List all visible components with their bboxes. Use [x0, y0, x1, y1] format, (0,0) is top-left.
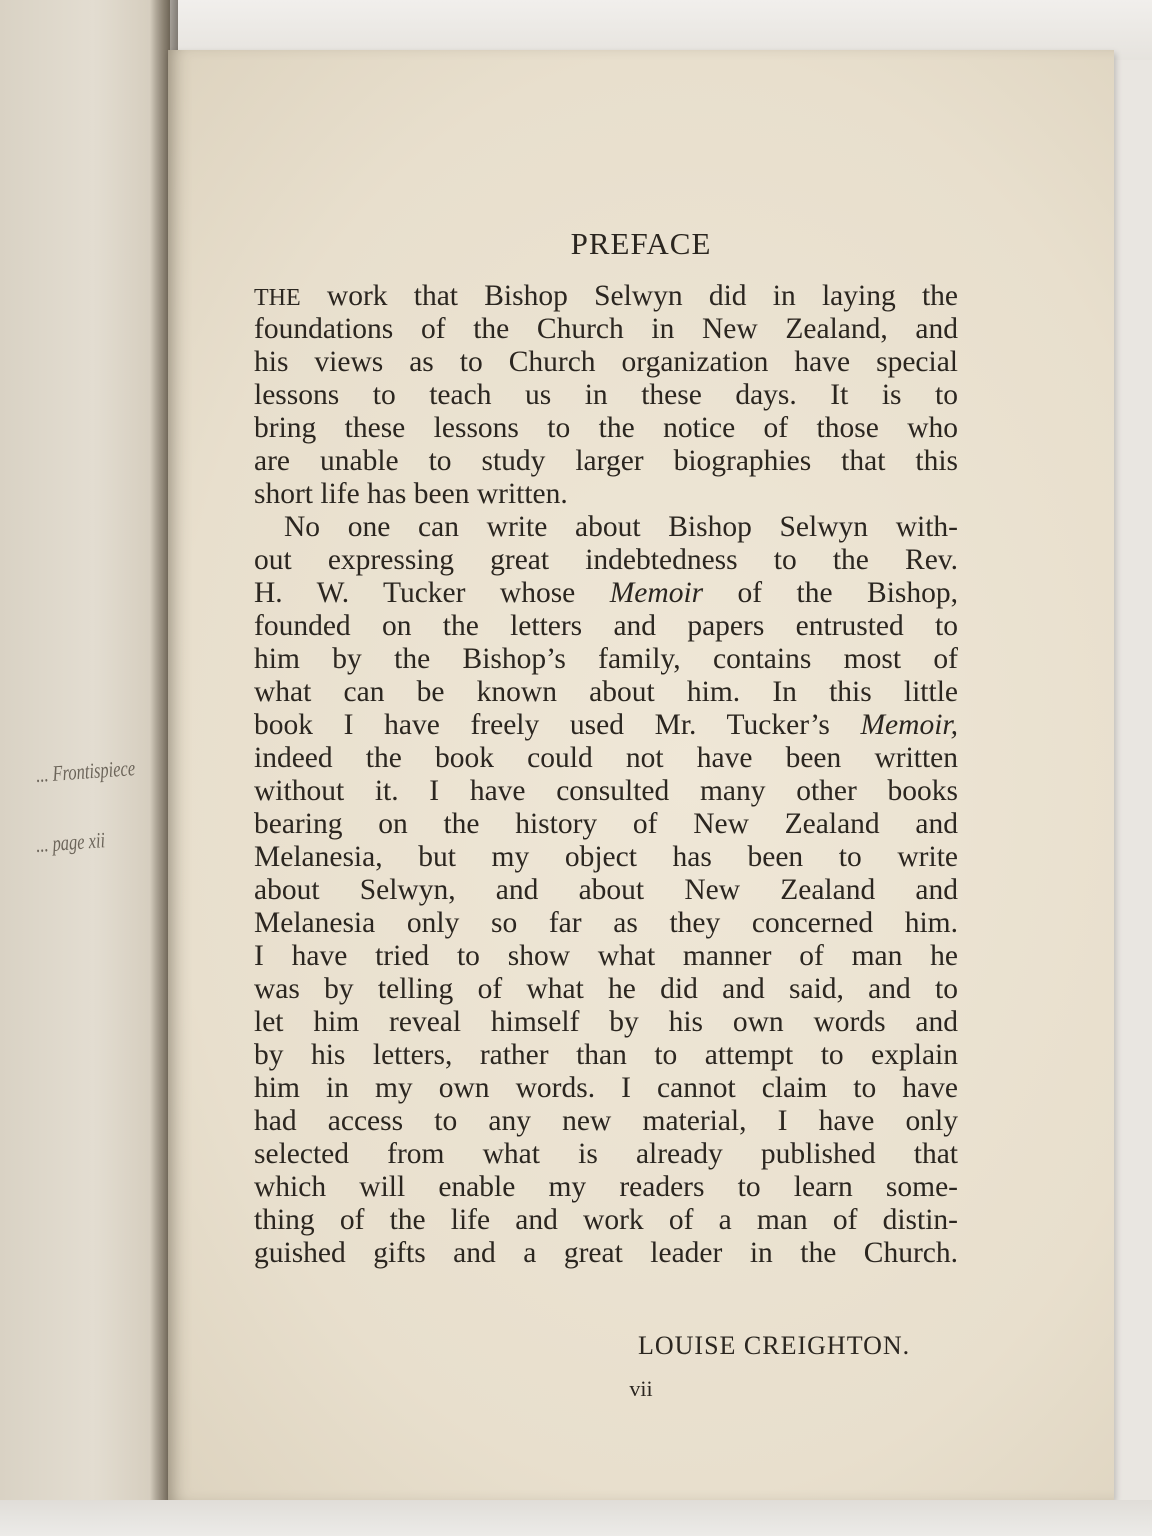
text-line: guished gifts and a great leader in the Church. [254, 1237, 958, 1269]
preface-body [254, 280, 958, 1270]
text-line: bring these lessons to the notice of those who [254, 412, 958, 444]
text-line: which will enable my readers to learn some- [254, 1171, 958, 1203]
text-line: are unable to study larger biographies that this [254, 445, 958, 477]
author-signature: LOUISE CREIGHTON. [638, 1331, 911, 1360]
text-line: by his letters, rather than to attempt to explain [254, 1039, 958, 1071]
text-line-part: of the Bishop, [703, 577, 958, 609]
text-line: foundations of the Church in New Zealand, and [254, 313, 958, 345]
text-line: founded on the letters and papers entrusted to [254, 610, 958, 642]
page-title: PREFACE [570, 226, 712, 261]
italic-title: Memoir, [860, 709, 958, 741]
text-line: selected from what is already published that [254, 1138, 958, 1170]
page-number: vii [629, 1376, 653, 1401]
text-line: I have tried to show what manner of man he [254, 940, 958, 972]
text-line: out expressing great indebtedness to the Rev. [254, 544, 958, 576]
right-page [168, 50, 1114, 1500]
text-line: had access to any new material, I have only [254, 1105, 958, 1137]
text-line: what can be known about him. In this little [254, 676, 958, 708]
table-surface [0, 1500, 1152, 1536]
text-line [254, 577, 958, 610]
text-line-part: H. W. Tucker whose [254, 577, 610, 609]
left-page [0, 0, 170, 1536]
text-line-part: book I have freely used Mr. Tucker’s [254, 709, 861, 741]
text-line [254, 280, 958, 313]
text-line: him by the Bishop’s family, contains most of [254, 643, 958, 675]
text-line: Melanesia, but my object has been to write [254, 841, 958, 873]
text-line: without it. I have consulted many other books [254, 775, 958, 807]
text-line: short life has been written. [254, 478, 568, 510]
text-line-rest: work that Bishop Selwyn did in laying the [300, 280, 958, 312]
left-page-entry-page-xii: ... page xii [35, 827, 106, 857]
text-line: indeed the book could not have been written [254, 742, 958, 774]
text-line: about Selwyn, and about New Zealand and [254, 874, 958, 906]
text-line: No one can write about Bishop Selwyn with- [284, 511, 958, 543]
text-line: lessons to teach us in these days. It is to [254, 379, 958, 411]
text-line: was by telling of what he did and said, and to [254, 973, 958, 1005]
text-line: let him reveal himself by his own words and [254, 1006, 958, 1038]
left-page-entry-frontispiece: ... Frontispiece [35, 755, 136, 787]
text-line: bearing on the history of New Zealand and [254, 808, 958, 840]
text-line: his views as to Church organization have special [254, 346, 958, 378]
text-line: Melanesia only so far as they concerned him. [254, 907, 958, 939]
text-line: thing of the life and work of a man of distin- [254, 1204, 958, 1236]
text-line: him in my own words. I cannot claim to have [254, 1072, 958, 1104]
italic-title: Memoir [609, 577, 704, 609]
text-line [254, 709, 958, 742]
drop-word: THE [254, 285, 301, 311]
